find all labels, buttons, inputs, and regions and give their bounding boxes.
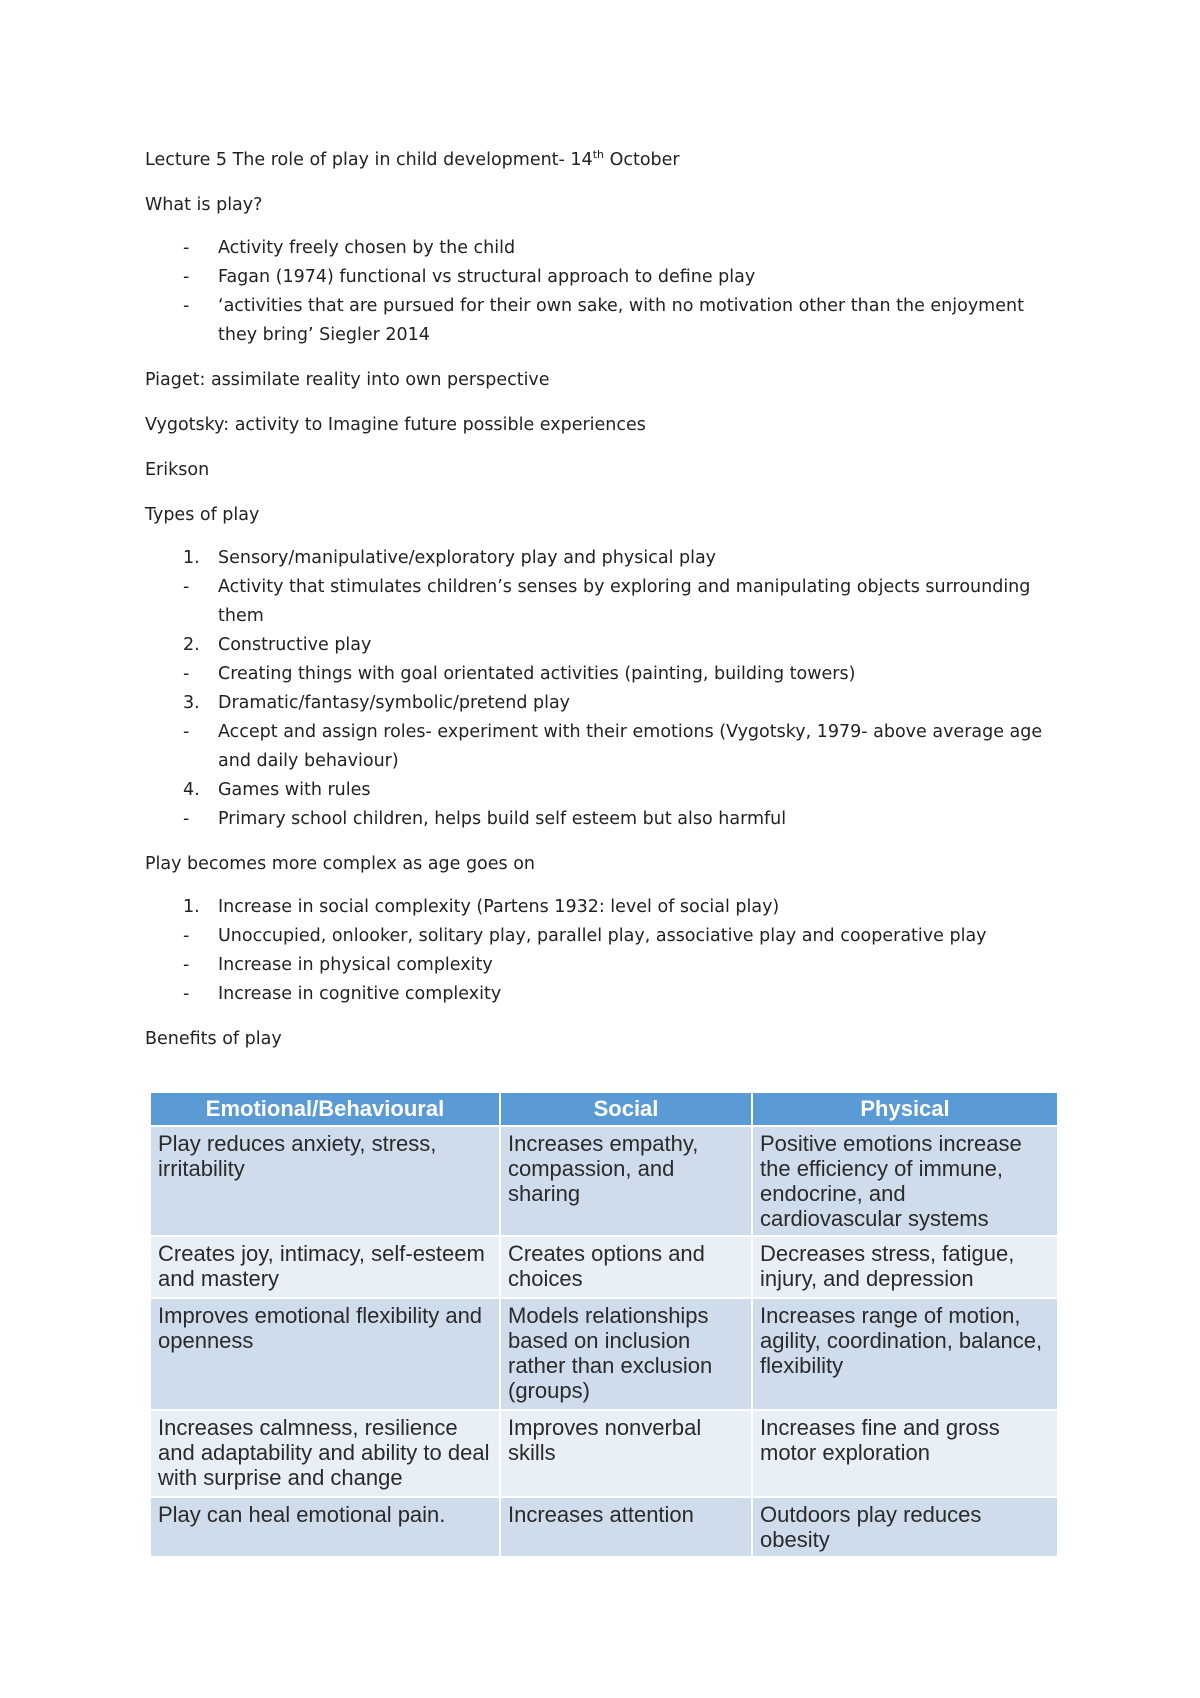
benefits-table [151, 1093, 1057, 1558]
list-item: - Primary school children, helps build self esteem but also harmful [183, 809, 787, 829]
erikson-note: Erikson [145, 460, 210, 480]
table-cell: Increases calmness, resilience and adaptability and ability to deal with surprise and change [151, 1410, 500, 1497]
list-item: 3. Dramatic/fantasy/symbolic/pretend play [183, 693, 571, 713]
list-item: 1. Sensory/manipulative/exploratory play and physical play [183, 548, 717, 568]
table-cell: Positive emotions increase the efficiency of immune, endocrine, and cardiovascular systems [752, 1126, 1057, 1236]
list-item: 1. Increase in social complexity (Partens 1932: level of social play) [183, 897, 780, 917]
table-row [151, 1298, 1057, 1410]
document-body [145, 146, 1065, 1070]
lecture-title: Lecture 5 The role of play in child development- 14th October [145, 148, 680, 170]
table-cell: Improves emotional flexibility and openness [151, 1298, 500, 1410]
what-is-play-heading: What is play? [145, 195, 263, 215]
table-cell: Improves nonverbal skills [500, 1410, 752, 1497]
list-item: - Creating things with goal orientated activities (painting, building towers) [183, 664, 856, 684]
table-cell: Increases range of motion, agility, coordination, balance, flexibility [752, 1298, 1057, 1410]
header-social: Social [500, 1093, 752, 1126]
table-cell: Play reduces anxiety, stress, irritability [151, 1126, 500, 1236]
types-of-play-heading: Types of play [145, 505, 260, 525]
table-header-row [151, 1093, 1057, 1126]
piaget-note: Piaget: assimilate reality into own perspective [145, 370, 550, 390]
table-cell: Models relationships based on inclusion rather than exclusion (groups) [500, 1298, 752, 1410]
vygotsky-note: Vygotsky: activity to Imagine future possible experiences [145, 415, 646, 435]
header-emotional: Emotional/Behavioural [151, 1093, 500, 1126]
list-item: 2. Constructive play [183, 635, 372, 655]
table-row [151, 1497, 1057, 1557]
benefits-heading: Benefits of play [145, 1029, 282, 1049]
complexity-list [145, 893, 1065, 1009]
complexity-heading: Play becomes more complex as age goes on [145, 854, 535, 874]
list-item: - Unoccupied, onlooker, solitary play, parallel play, associative play and cooperative play [183, 926, 987, 946]
list-item: - Increase in cognitive complexity [183, 984, 502, 1004]
list-item: 4. Games with rules [183, 780, 371, 800]
table-cell: Outdoors play reduces obesity [752, 1497, 1057, 1557]
types-of-play-list [145, 544, 1065, 834]
table-cell: Creates joy, intimacy, self-esteem and mastery [151, 1236, 500, 1298]
list-item: - Accept and assign roles- experiment with their emotions (Vygotsky, 1979- above average age and daily behaviour) [183, 722, 1043, 771]
list-item: - Fagan (1974) functional vs structural approach to define play [183, 267, 756, 287]
table-cell: Decreases stress, fatigue, injury, and depression [752, 1236, 1057, 1298]
table-cell: Creates options and choices [500, 1236, 752, 1298]
list-item: - Increase in physical complexity [183, 955, 493, 975]
list-item: - ‘activities that are pursued for their own sake, with no motivation other than the enjoyment they bring’ Siegler 2014 [183, 296, 1024, 345]
table-row [151, 1126, 1057, 1236]
list-item: - Activity that stimulates children’s senses by exploring and manipulating objects surrounding them [183, 577, 1031, 626]
table-cell: Increases fine and gross motor exploration [752, 1410, 1057, 1497]
table-cell: Play can heal emotional pain. [151, 1497, 500, 1557]
table-row [151, 1236, 1057, 1298]
header-physical: Physical [752, 1093, 1057, 1126]
table-row [151, 1410, 1057, 1497]
table-cell: Increases empathy, compassion, and sharing [500, 1126, 752, 1236]
table-cell: Increases attention [500, 1497, 752, 1557]
list-item: - Activity freely chosen by the child [183, 238, 516, 258]
what-is-play-list [145, 234, 1065, 350]
